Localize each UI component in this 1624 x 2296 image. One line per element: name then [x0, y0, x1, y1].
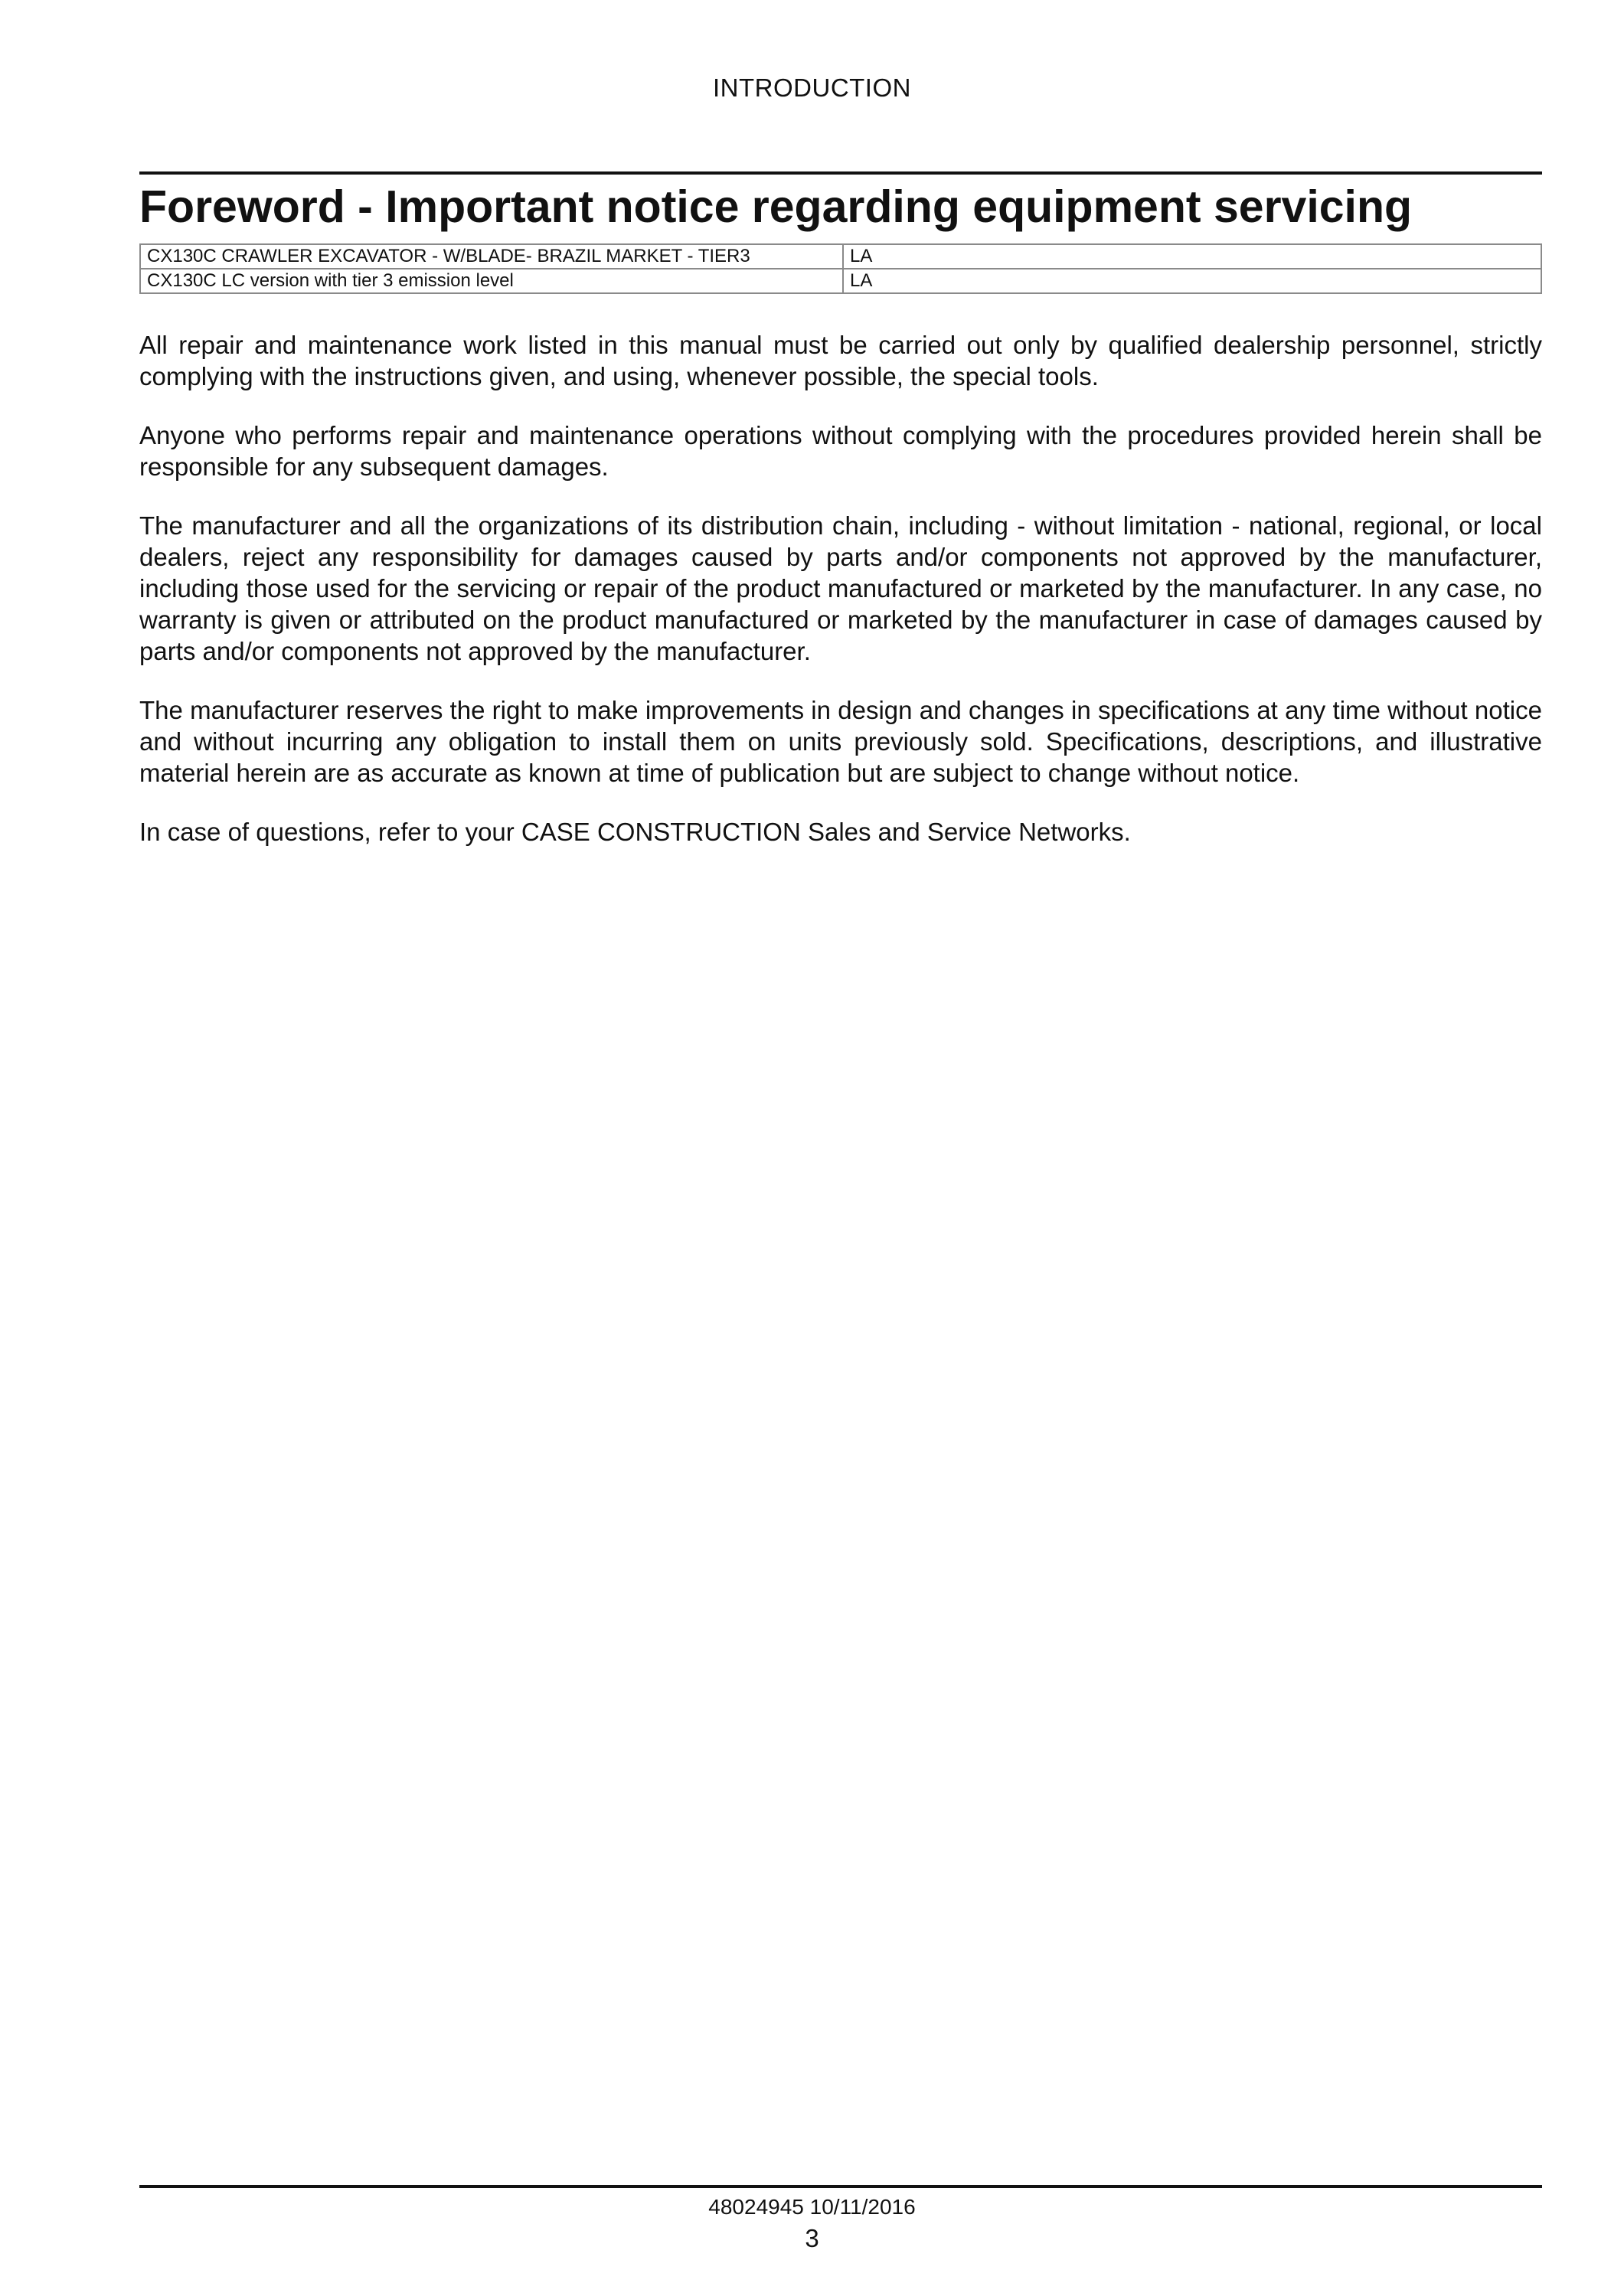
paragraph: Anyone who performs repair and maintenance operations without complying with the procedures provided herein shall be responsible for any subsequent damages. — [139, 421, 1542, 481]
body-text — [139, 329, 1542, 875]
document-id: 48024945 10/11/2016 — [708, 2195, 916, 2219]
paragraph: The manufacturer reserves the right to make improvements in design and changes in specifications at any time without notice and without incurring any obligation to install them on units previously sold. Specifications, descriptions, and illustrative material herein are as accurate as known at time of publication but are subject to change without notice. — [139, 696, 1542, 787]
paragraph: The manufacturer and all the organizations of its distribution chain, including - without limitation - national, regional, or local dealers, reject any responsibility for damages caused by parts and/or components not approved by the manufacturer, including those used for the servicing or repair of the product manufactured or marketed by the manufacturer. In any case, no warranty is given or attributed on the product manufactured or marketed by the manufacturer in case of damages caused by parts and/or components not approved by the manufacturer. — [139, 511, 1542, 665]
region-cell: LA — [843, 244, 1541, 269]
table-row — [140, 269, 1541, 293]
bottom-rule — [139, 2185, 1542, 2188]
paragraph: In case of questions, refer to your CASE CONSTRUCTION Sales and Service Networks. — [139, 818, 1131, 846]
page-title: Foreword - Important notice regarding equipment servicing — [139, 181, 1413, 232]
applicability-table — [139, 243, 1542, 294]
model-cell: CX130C LC version with tier 3 emission level — [140, 269, 843, 293]
page-number: 3 — [805, 2224, 819, 2252]
region-cell: LA — [843, 269, 1541, 293]
table-row — [140, 244, 1541, 269]
paragraph: All repair and maintenance work listed in this manual must be carried out only by qualified dealership personnel, strictly complying with the instructions given, and using, whenever possible, the special tools. — [139, 331, 1542, 390]
model-cell: CX130C CRAWLER EXCAVATOR - W/BLADE- BRAZIL MARKET - TIER3 — [140, 244, 843, 269]
section-header: INTRODUCTION — [713, 73, 911, 102]
